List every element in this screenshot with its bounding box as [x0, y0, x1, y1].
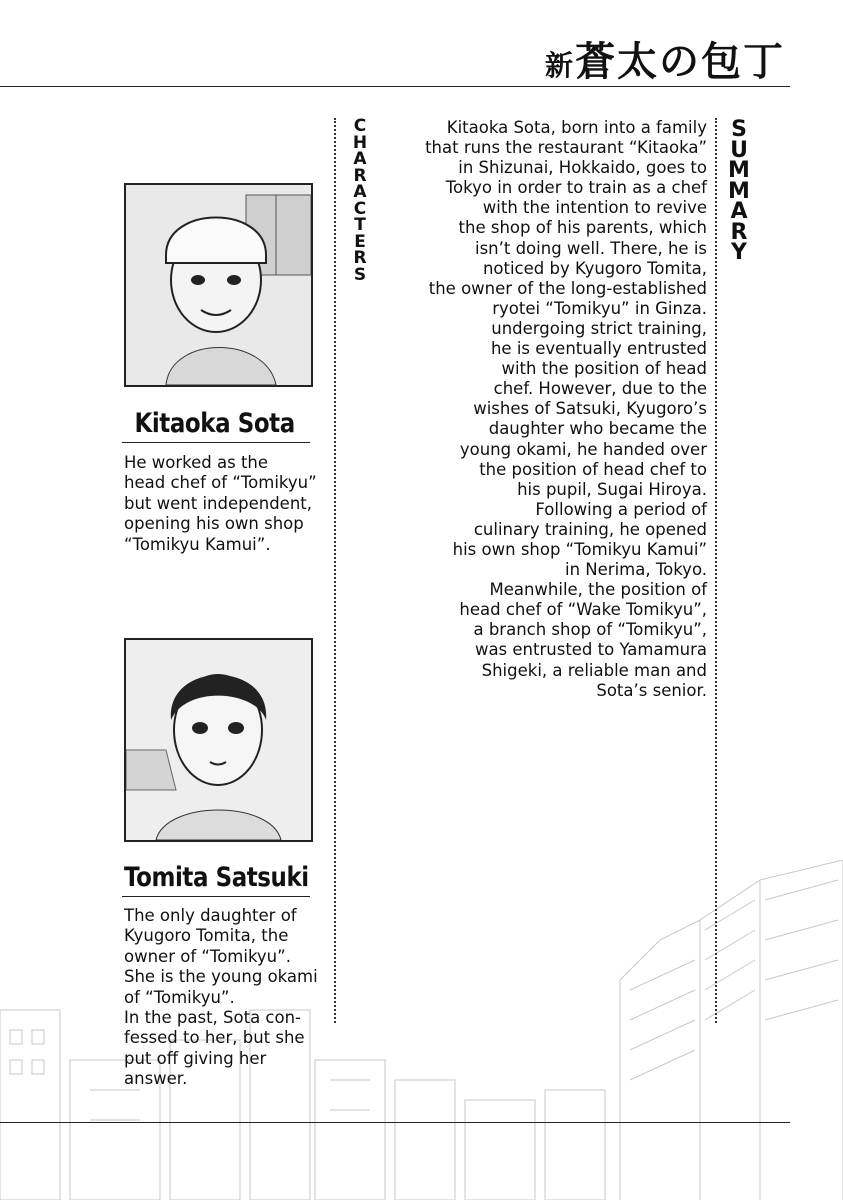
series-title-main: 蒼太の包丁 — [575, 38, 785, 85]
description-line: opening his own shop — [124, 514, 304, 534]
summary-line: Sota’s senior. — [596, 680, 707, 700]
description-line: He worked as the — [124, 453, 269, 472]
heading-letter: E — [354, 231, 366, 252]
summary-line: the owner of the long-established — [428, 278, 707, 298]
summary-line: undergoing strict training, — [491, 318, 707, 338]
summary-text — [387, 118, 707, 701]
heading-letter: M — [728, 178, 750, 204]
heading-letter: R — [730, 219, 748, 245]
heading-letter: M — [728, 158, 750, 183]
summary-line: daughter who became the — [488, 419, 707, 439]
heading-letter: R — [353, 165, 367, 186]
header-divider — [0, 86, 790, 87]
character-name: Tomita Satsuki — [123, 862, 309, 893]
heading-letter: T — [354, 215, 366, 235]
summary-line: in Nerima, Tokyo. — [565, 560, 707, 580]
summary-line: Following a period of — [535, 499, 707, 519]
summary-line: with the intention to revive — [482, 198, 707, 218]
summary-line: young okami, he handed over — [459, 439, 707, 459]
summary-line: wishes of Satsuki, Kyugoro’s — [473, 399, 707, 419]
description-line: but went independent, — [124, 493, 313, 513]
summary-line: head chef of “Wake Tomikyu”, — [459, 600, 707, 620]
summary-line: in Shizunai, Hokkaido, goes to — [458, 158, 707, 178]
description-line: fessed to her, but she — [124, 1028, 305, 1048]
summary-line: a branch shop of “Tomikyu”, — [473, 620, 707, 640]
description-line: head chef of “Tomikyu” — [124, 473, 317, 493]
characters-heading — [348, 118, 372, 283]
dotted-divider — [715, 118, 717, 1023]
heading-letter: H — [352, 132, 368, 153]
summary-line: isn’t doing well. There, he is — [474, 238, 707, 258]
summary-line: chef. However, due to the — [493, 379, 707, 399]
summary-heading — [727, 117, 751, 265]
heading-letter: Y — [731, 240, 747, 265]
description-line: “Tomikyu Kamui”. — [124, 534, 271, 554]
description-line: put off giving her — [124, 1048, 267, 1068]
summary-line: his own shop “Tomikyu Kamui” — [452, 539, 707, 559]
summary-line: culinary training, he opened — [473, 519, 707, 539]
summary-line: noticed by Kyugoro Tomita, — [482, 258, 707, 278]
series-title-prefix: 新 — [544, 49, 575, 82]
summary-line: the position of head chef to — [479, 459, 707, 479]
description-line: The only daughter of — [124, 906, 297, 925]
summary-line: with the position of head — [501, 359, 707, 379]
summary-line: Meanwhile, the position of — [489, 580, 707, 600]
character-description — [124, 453, 334, 555]
heading-letter: R — [353, 248, 367, 268]
description-line: In the past, Sota con- — [124, 1008, 302, 1028]
heading-letter: A — [353, 182, 367, 202]
heading-letter: U — [730, 137, 748, 163]
summary-line: he is eventually entrusted — [490, 339, 707, 359]
character-name: Kitaoka Sota — [134, 408, 295, 439]
summary-line: Kitaoka Sota, born into a family — [446, 118, 707, 137]
description-line: Kyugoro Tomita, the — [124, 926, 289, 946]
footer-divider — [0, 1122, 790, 1123]
summary-line: that runs the restaurant “Kitaoka” — [425, 138, 707, 158]
heading-letter: A — [730, 199, 748, 224]
description-line: owner of “Tomikyu”. — [124, 946, 291, 966]
character-name-underline — [122, 896, 310, 897]
tomita-satsuki-portrait — [124, 638, 313, 842]
summary-line: Tokyo in order to train as a chef — [445, 178, 707, 198]
heading-letter: C — [353, 116, 367, 136]
series-title — [545, 30, 785, 87]
heading-letter: A — [353, 149, 367, 169]
summary-line: was entrusted to Yamamura — [474, 640, 707, 660]
description-line: of “Tomikyu”. — [124, 987, 235, 1007]
heading-letter: S — [353, 264, 367, 285]
summary-line: Shigeki, a reliable man and — [481, 660, 707, 680]
summary-line: ryotei “Tomikyu” in Ginza. — [492, 298, 707, 318]
dotted-divider — [334, 118, 336, 1023]
kitaoka-sota-portrait — [124, 183, 313, 387]
character-name-underline — [122, 442, 310, 443]
heading-letter: S — [731, 117, 747, 142]
summary-line: his pupil, Sugai Hiroya. — [517, 479, 707, 499]
description-line: answer. — [124, 1069, 188, 1089]
summary-line: the shop of his parents, which — [458, 218, 707, 238]
description-line: She is the young okami — [124, 967, 318, 987]
heading-letter: C — [353, 198, 367, 219]
character-description — [124, 906, 334, 1090]
